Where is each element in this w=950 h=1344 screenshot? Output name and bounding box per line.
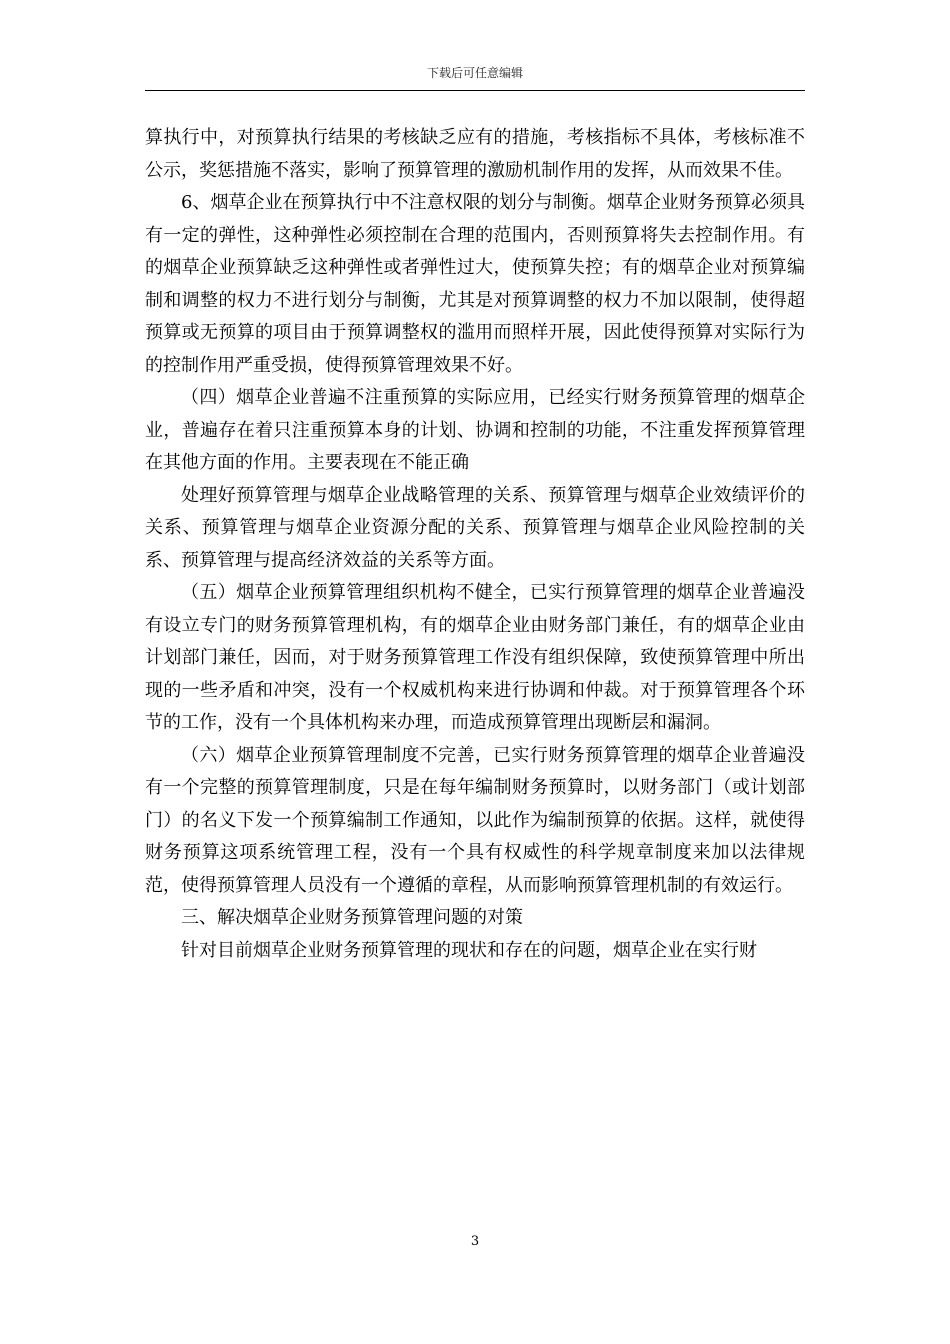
section-heading: 三、解决烟草企业财务预算管理问题的对策 xyxy=(181,907,523,928)
paragraph: （五）烟草企业预算管理组织机构不健全，已实行预算管理的烟草企业普遍没有设立专门的财务预算管理机构，有的烟草企业由财务部门兼任，有的烟草企业由计划部门兼任，因而，对于财务预算管理工作没有组织保障，致使预算管理中所出现的一些矛盾和冲突，没有一个权威机构来进行协调和仲裁。对于预算管理各个环节的工作，没有一个具体机构来办理，而造成预算管理出现断层和漏洞。 xyxy=(145,582,805,733)
paragraph: （四）烟草企业普遍不注重预算的实际应用，已经实行财务预算管理的烟草企业，普遍存在着只注重预算本身的计划、协调和控制的功能，不注重发挥预算管理在其他方面的作用。主要表现在不能正确 xyxy=(145,387,805,473)
page-number: 3 xyxy=(470,1234,480,1249)
body-text xyxy=(145,122,805,967)
paragraph: 算执行中，对预算执行结果的考核缺乏应有的措施，考核指标不具体，考核标准不公示，奖惩措施不落实，影响了预算管理的激励机制作用的发挥，从而效果不佳。 xyxy=(145,127,805,181)
paragraph: 针对目前烟草企业财务预算管理的现状和存在的问题，烟草企业在实行财 xyxy=(181,939,757,961)
header-divider xyxy=(145,90,805,91)
paragraph: （六）烟草企业预算管理制度不完善，已实行财务预算管理的烟草企业普遍没有一个完整的预算管理制度，只是在每年编制财务预算时，以财务部门（或计划部门）的名义下发一个预算编制工作通知，以此作为编制预算的依据。这样，就使得财务预算这项系统管理工程，没有一个具有权威性的科学规章制度来加以法律规范，使得预算管理人员没有一个遵循的章程，从而影响预算管理机制的有效运行。 xyxy=(145,744,805,896)
paragraph: 处理好预算管理与烟草企业战略管理的关系、预算管理与烟草企业效绩评价的关系、预算管理与烟草企业资源分配的关系、预算管理与烟草企业风险控制的关系、预算管理与提高经济效益的关系等方面。 xyxy=(145,484,805,571)
paragraph: 6、烟草企业在预算执行中不注意权限的划分与制衡。烟草企业财务预算必须具有一定的弹性，这种弹性必须控制在合理的范围内，否则预算将失去控制作用。有的烟草企业预算缺乏这种弹性或者弹性过大，使预算失控；有的烟草企业对预算编制和调整的权力不进行划分与制衡，尤其是对预算调整的权力不加以限制，使得超预算或无预算的项目由于预算调整权的滥用而照样开展，因此使得预算对实际行为的控制作用严重受损，使得预算管理效果不好。 xyxy=(145,192,805,376)
page-header: 下载后可任意编辑 xyxy=(426,66,523,80)
